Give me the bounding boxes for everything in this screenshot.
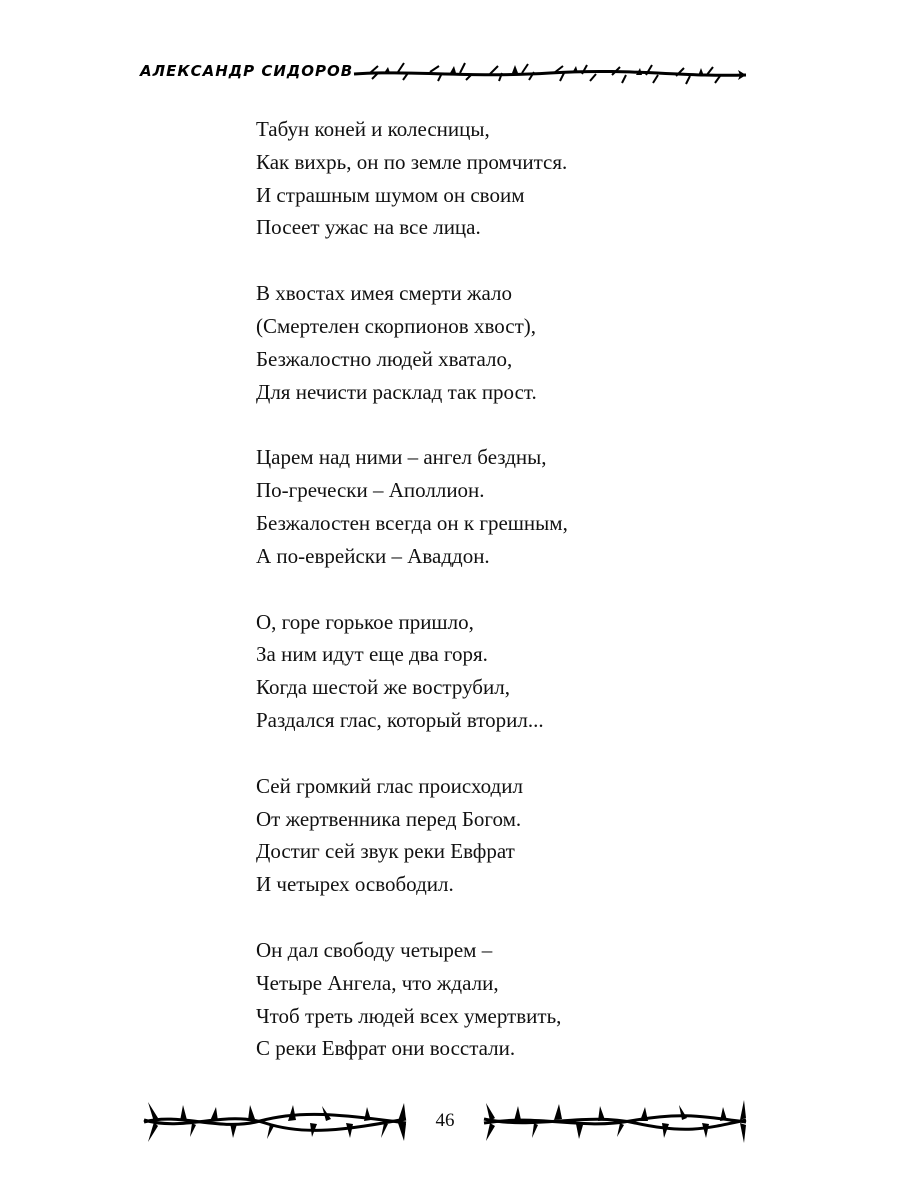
stanza <box>256 277 776 408</box>
poem-line: В хвостах имея смерти жало <box>256 281 512 306</box>
poem-line: Он дал свободу четырем – <box>256 937 493 962</box>
poem-line: Как вихрь, он по земле промчится. <box>256 149 568 174</box>
stanza <box>256 606 776 737</box>
thorn-crown-ornament-icon <box>480 1094 750 1150</box>
stanza <box>256 934 776 1065</box>
thorn-crown-ornament-icon <box>140 1094 410 1150</box>
page-header <box>140 56 750 92</box>
poem-line: И страшным шумом он своим <box>256 182 525 207</box>
poem-line: Раздался глас, который вторил... <box>256 707 544 732</box>
poem-line: И четырех освободил. <box>256 872 454 897</box>
poem-line: Безжалостен всегда он к грешным, <box>256 510 568 535</box>
poem-line: Царем над ними – ангел бездны, <box>256 445 547 470</box>
running-head-author: АЛЕКСАНДР СИДОРОВ <box>140 62 354 80</box>
poem-body <box>256 113 776 1098</box>
poem-line: Достиг сей звук реки Евфрат <box>256 839 515 864</box>
poem-line: За ним идут еще два горя. <box>256 642 488 667</box>
page-footer <box>140 1094 750 1150</box>
stanza <box>256 770 776 901</box>
poem-line: Чтоб треть людей всех умертвить, <box>256 1003 562 1028</box>
poem-line: Безжалостно людей хватало, <box>256 346 513 371</box>
poem-line: От жертвенника перед Богом. <box>256 806 522 831</box>
page-number: 46 <box>435 1110 455 1131</box>
poem-line: С реки Евфрат они восстали. <box>256 1036 516 1061</box>
stanza <box>256 441 776 572</box>
poem-line: Сей громкий глас происходил <box>256 773 523 798</box>
thorn-branch-ornament-icon <box>350 56 750 92</box>
poem-line: По-гречески – Аполлион. <box>256 478 485 503</box>
poem-line: Четыре Ангела, что ждали, <box>256 970 499 995</box>
poem-line: (Смертелен скорпионов хвост), <box>256 313 536 338</box>
stanza <box>256 113 776 244</box>
poem-line: Табун коней и колесницы, <box>256 117 490 141</box>
poem-line: О, горе горькое пришло, <box>256 609 474 634</box>
poem-line: Посеет ужас на все лица. <box>256 215 481 240</box>
poem-line: Для нечисти расклад так прост. <box>256 379 537 404</box>
poem-line: А по-еврейски – Аваддон. <box>256 543 490 568</box>
poem-line: Когда шестой же вострубил, <box>256 675 510 700</box>
